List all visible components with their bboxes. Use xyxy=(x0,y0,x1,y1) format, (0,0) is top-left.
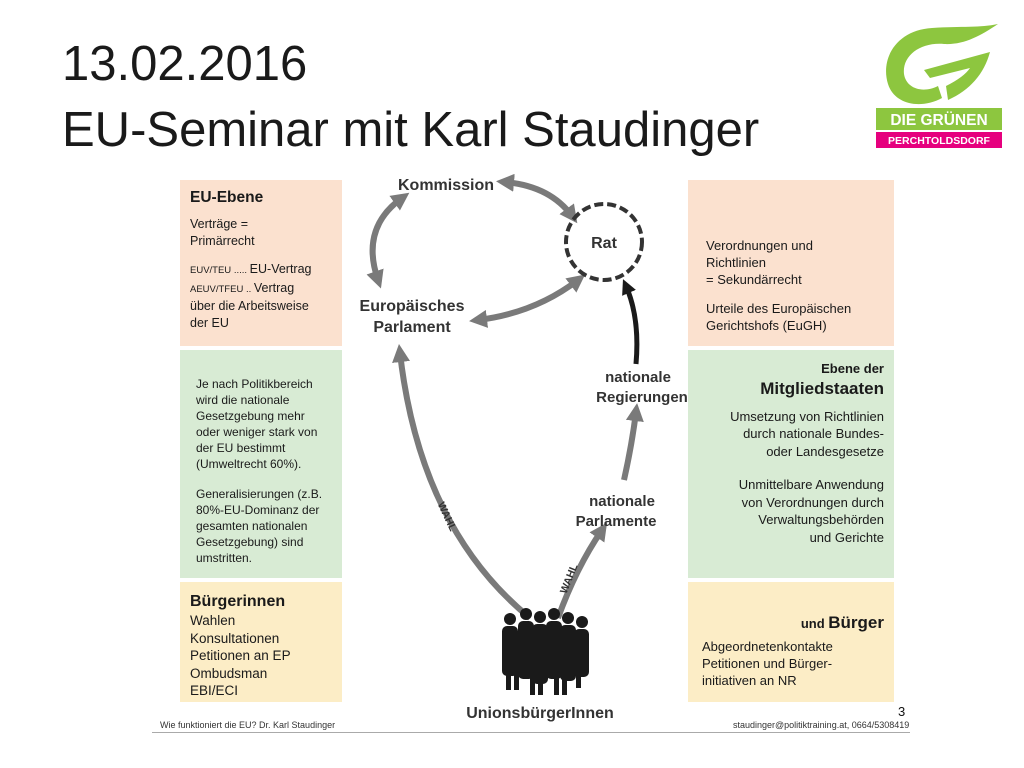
government-council-arrow xyxy=(626,286,637,364)
member-states-line: und Gerichte xyxy=(809,529,884,545)
logo-text-line2: PERCHTOLDSDORF xyxy=(888,135,990,147)
slide-title-date: 13.02.2016 xyxy=(62,37,308,91)
citizens-left-item: Wahlen xyxy=(190,613,236,628)
parliament-label-line1: Europäisches xyxy=(359,298,465,315)
council-label: Rat xyxy=(591,235,617,252)
member-states-heading-small: Ebene der xyxy=(821,361,884,376)
die-gruenen-logo xyxy=(872,18,1006,154)
eu-level-heading: EU-Ebene xyxy=(190,189,264,206)
citizens-left-item: EBI/ECI xyxy=(190,683,239,698)
eu-level-box xyxy=(180,180,342,346)
member-states-line: oder Landesgesetze xyxy=(766,443,884,459)
aeuv-dots: .. xyxy=(243,283,254,295)
national-parliaments-line2: Parlamente xyxy=(575,513,657,530)
national-note-box xyxy=(180,350,342,578)
member-states-line: durch nationale Bundes- xyxy=(743,426,884,441)
citizens-left-box xyxy=(180,582,342,702)
citizens-group-icon xyxy=(502,608,589,695)
member-states-heading: Mitgliedstaaten xyxy=(760,378,884,398)
national-note-line: Gesetzgebung) sind xyxy=(196,535,304,549)
parliament-label-line2: Parlament xyxy=(373,319,451,336)
member-states-box xyxy=(688,350,894,578)
aeuv-text: Vertrag xyxy=(253,280,295,295)
commission-parliament-arrow xyxy=(373,198,402,280)
euv-text: EU-Vertrag xyxy=(249,262,312,276)
national-note-line: Gesetzgebung mehr xyxy=(196,409,305,423)
citizens-left-heading: Bürgerinnen xyxy=(190,593,286,610)
national-governments-line2: Regierungen xyxy=(596,389,688,406)
citizens-left-item: Konsultationen xyxy=(190,630,280,646)
footer-left: Wie funktioniert die EU? Dr. Karl Staudinger xyxy=(160,720,336,730)
national-note-line: 80%-EU-Dominanz der xyxy=(196,503,320,517)
national-note-line: (Umweltrecht 60%). xyxy=(196,457,302,471)
national-note-line: gesamten nationalen xyxy=(196,519,308,533)
citizens-right-line: Abgeordnetenkontakte xyxy=(702,639,833,654)
citizens-right-box xyxy=(688,582,894,702)
election-left-label: WAHL xyxy=(434,500,459,534)
secondary-law-line: Gerichtshofs (EuGH) xyxy=(706,318,827,333)
eu-level-line6: der EU xyxy=(190,315,229,330)
eu-level-line1: Verträge = xyxy=(190,217,249,231)
member-states-line: Umsetzung von Richtlinien xyxy=(730,408,884,424)
aeuv-abbr: AEUV/TFEU xyxy=(190,283,244,295)
secondary-law-line: Urteile des Europäischen xyxy=(706,301,852,316)
parliament-council-arrow xyxy=(478,280,578,320)
euv-abbr: EUV/TEU xyxy=(190,265,232,276)
eu-level-line2: Primärrecht xyxy=(190,233,255,248)
footer-divider xyxy=(152,732,910,733)
national-note-line: Generalisierungen (z.B. xyxy=(196,487,323,501)
secondary-law-box xyxy=(688,180,894,346)
citizens-left-item: Ombudsman xyxy=(190,665,268,681)
commission-label: Kommission xyxy=(397,177,495,194)
national-parliaments-line1: nationale xyxy=(589,493,655,510)
footer-right: staudinger@politiktraining.at, 0664/5308419 xyxy=(733,720,910,730)
national-note-line: Je nach Politikbereich xyxy=(196,377,313,391)
secondary-law-line: Verordnungen und xyxy=(706,238,813,253)
national-note-line: umstritten. xyxy=(196,551,253,565)
euv-dots: ..... xyxy=(231,265,250,276)
logo-text-line1: DIE GRÜNEN xyxy=(890,112,988,129)
national-note-line: oder weniger stark von xyxy=(196,425,318,439)
page-number: 3 xyxy=(898,704,906,719)
union-citizens-label: UnionsbürgerInnen xyxy=(466,705,614,722)
citizens-right-heading-small: und xyxy=(800,616,825,631)
commission-council-arrow xyxy=(505,182,572,216)
citizens-right-line: Petitionen und Bürger- xyxy=(702,656,833,671)
member-states-line: von Verordnungen durch xyxy=(741,494,884,510)
eu-institutions-diagram xyxy=(340,168,690,728)
election-parliament-arrow xyxy=(400,353,530,618)
citizens-left-item: Petitionen an EP xyxy=(190,648,291,663)
secondary-law-line: Richtlinien xyxy=(706,255,766,270)
citizens-right-line: initiativen an NR xyxy=(702,673,797,688)
member-states-line: Verwaltungsbehörden xyxy=(758,512,884,527)
eu-level-line5: über die Arbeitsweise xyxy=(190,299,309,313)
election-right-label: WAHL xyxy=(557,562,581,596)
slide-title: EU-Seminar mit Karl Staudinger xyxy=(62,103,760,157)
citizens-right-heading: Bürger xyxy=(828,613,884,632)
national-note-line: der EU bestimmt xyxy=(196,441,286,455)
national-note-line: wird die nationale xyxy=(196,393,290,407)
secondary-law-line: = Sekundärrecht xyxy=(706,272,802,287)
parliament-government-arrow xyxy=(624,412,636,480)
national-governments-line1: nationale xyxy=(605,369,671,386)
member-states-line: Unmittelbare Anwendung xyxy=(738,477,884,492)
